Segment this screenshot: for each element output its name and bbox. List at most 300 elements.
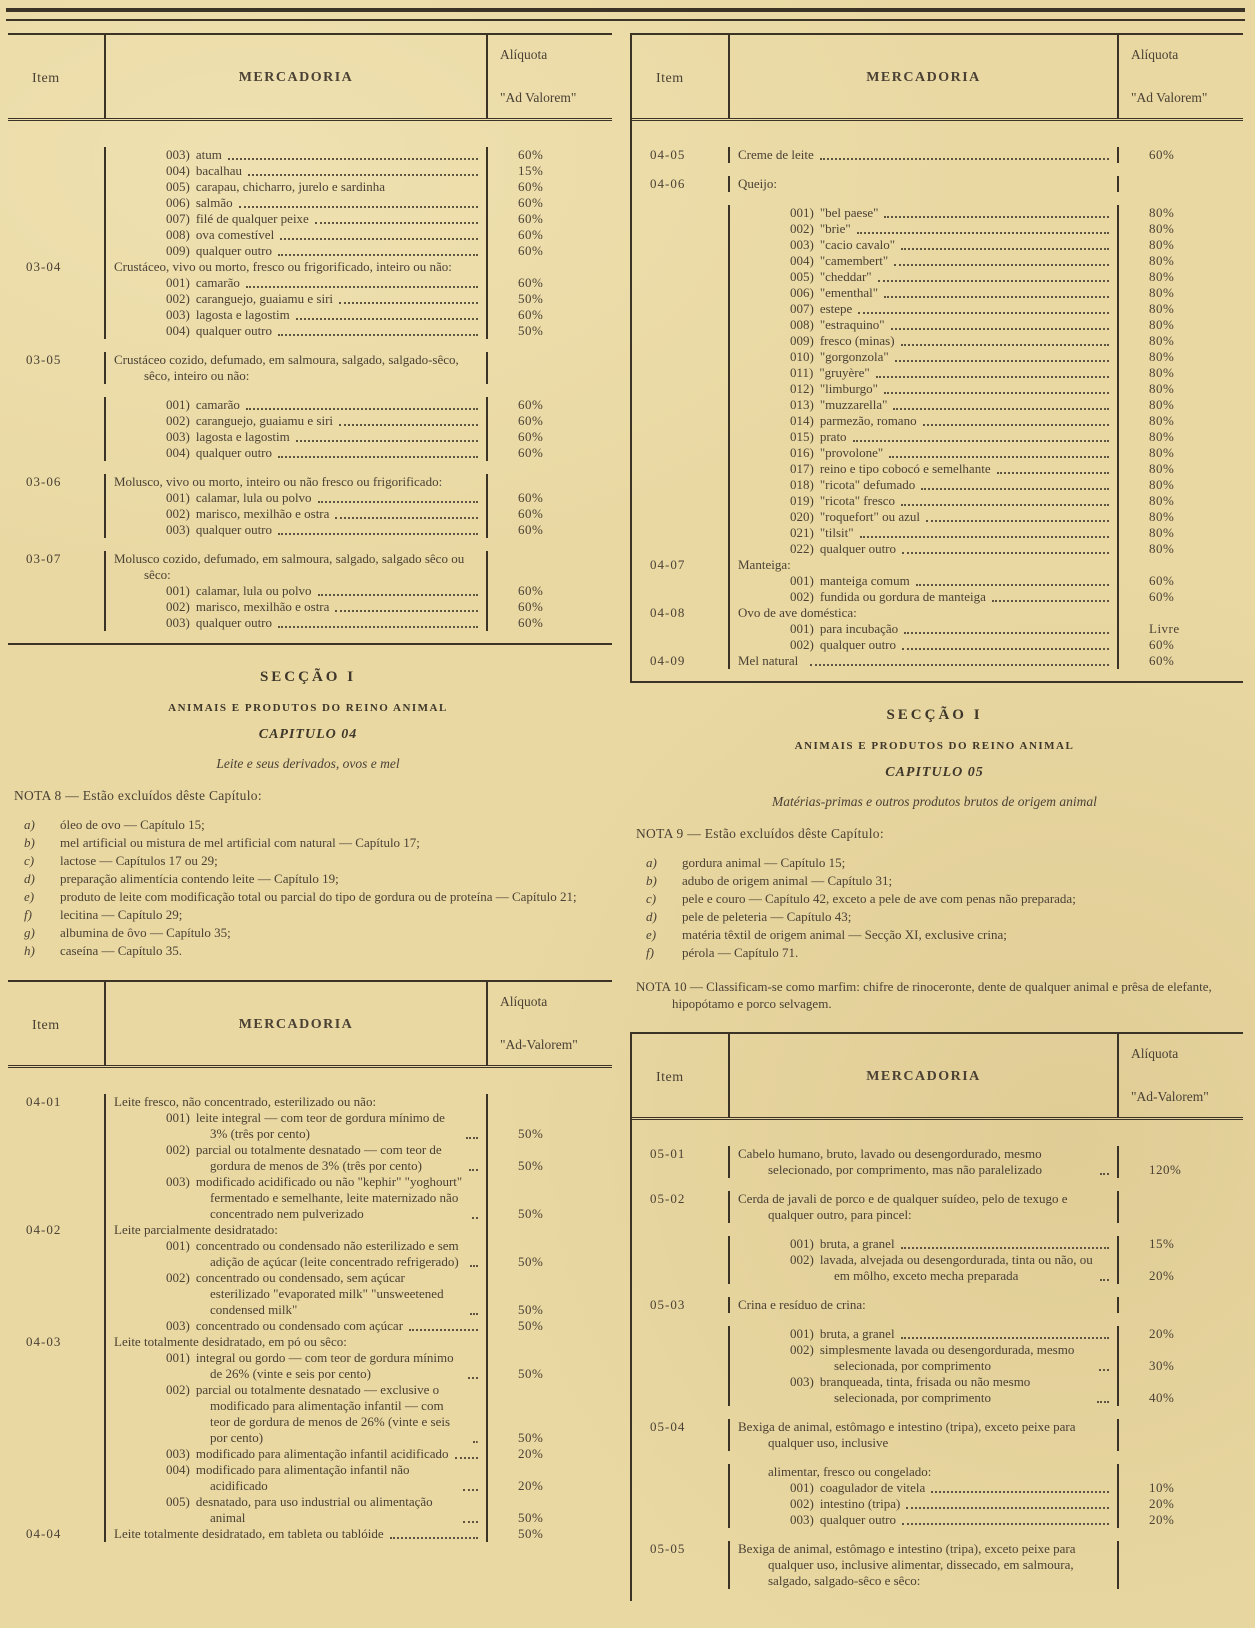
table-row — [8, 227, 612, 243]
mercadoria-cell — [104, 243, 488, 259]
aliquota-value: 60% — [518, 275, 544, 290]
note-item — [636, 944, 1233, 962]
aliquota-value: 80% — [1149, 397, 1175, 412]
description-text: marisco, mexilhão e ostra — [195, 599, 330, 614]
mercadoria-cell — [104, 1494, 488, 1526]
ad-valorem-label: "Ad Valorem" — [500, 90, 577, 105]
item-code — [8, 1350, 104, 1382]
mercadoria-text — [738, 1512, 896, 1528]
mercadoria-text — [738, 1374, 1091, 1406]
note-letter: d) — [24, 871, 35, 886]
mercadoria-text — [114, 413, 333, 429]
column-header-mercadoria: MERCADORIA — [728, 35, 1119, 118]
note-letter: a) — [646, 855, 657, 870]
mercadoria-text — [738, 349, 889, 365]
mercadoria-text — [738, 1236, 895, 1252]
dot-leader — [409, 1329, 478, 1331]
mercadoria-cell — [104, 1270, 488, 1318]
mercadoria-cell — [104, 1238, 488, 1270]
item-code — [8, 397, 104, 413]
note-item — [636, 908, 1233, 926]
note-text: caseína — Capítulo 35. — [60, 943, 183, 958]
mercadoria-text — [114, 551, 480, 583]
mercadoria-cell — [728, 1374, 1119, 1406]
table-row — [632, 573, 1243, 589]
mercadoria-cell — [104, 1110, 488, 1142]
description-text: calamar, lula ou polvo — [195, 490, 312, 505]
aliquota-value — [488, 1334, 612, 1350]
mercadoria-cell — [728, 333, 1119, 349]
aliquota-value — [1119, 1541, 1243, 1589]
note-item — [14, 888, 602, 906]
mercadoria-text — [738, 1297, 866, 1313]
dot-leader — [1100, 1173, 1109, 1175]
description-text: qualquer outro — [195, 445, 273, 460]
description-text: filé de qualquer peixe — [195, 211, 309, 226]
dot-leader — [1099, 1369, 1109, 1371]
aliquota-value: 80% — [1149, 445, 1175, 460]
section-subtitle: ANIMAIS E PRODUTOS DO REINO ANIMAL — [794, 740, 1075, 752]
description-text: desnatado, para uso industrial ou alimentação animal — [195, 1494, 433, 1525]
description-text: camarão — [195, 397, 240, 412]
section-heading-block-cap05 — [630, 683, 1243, 1032]
item-code: 05-01 — [650, 1146, 686, 1161]
table-row — [8, 1174, 612, 1222]
note-letter: e) — [646, 927, 657, 942]
dot-leader — [455, 1457, 478, 1459]
mercadoria-text — [114, 275, 240, 291]
item-code: 03-05 — [26, 352, 62, 367]
table-row — [632, 1146, 1243, 1178]
mercadoria-text — [114, 1526, 384, 1542]
item-code — [632, 285, 728, 301]
description-text: Manteiga: — [738, 557, 791, 572]
subitem-number: 001) — [166, 583, 190, 598]
item-code — [8, 599, 104, 615]
mercadoria-text — [738, 237, 895, 253]
dot-leader — [468, 1377, 478, 1379]
table-row — [632, 253, 1243, 269]
note-item — [14, 906, 602, 924]
table-row — [8, 490, 612, 506]
chapter-number: CAPITULO 04 — [258, 727, 358, 742]
mercadoria-cell — [728, 1297, 1119, 1313]
mercadoria-text — [114, 195, 233, 211]
mercadoria-text — [114, 599, 329, 615]
item-code — [8, 1238, 104, 1270]
item-code — [632, 333, 728, 349]
table-row — [8, 599, 612, 615]
table-body — [632, 1120, 1243, 1601]
subitem-number: 003) — [166, 522, 190, 537]
mercadoria-cell — [104, 522, 488, 538]
dot-leader — [1097, 1401, 1109, 1403]
table-row — [8, 1350, 612, 1382]
aliquota-value: 50% — [518, 1430, 544, 1445]
note-letter: b) — [24, 835, 35, 850]
dot-leader — [876, 376, 1109, 378]
subitem-number: 001) — [166, 1238, 190, 1253]
aliquota-value: 60% — [518, 413, 544, 428]
description-text: carapau, chicharro, jurelo e sardinha — [195, 179, 385, 194]
table-row — [632, 445, 1243, 461]
table-row — [8, 384, 612, 413]
aliquota-value: 50% — [518, 323, 544, 338]
item-code: 03-06 — [26, 474, 62, 489]
table-row — [632, 557, 1243, 573]
mercadoria-text — [738, 637, 896, 653]
note-text: matéria têxtil de origem animal — Secção XI, exclusive crina; — [682, 927, 1007, 942]
subitem-number: 001) — [166, 490, 190, 505]
note-text: produto de leite com modificação total ou parcial do tipo de gordura ou de proteína — Capítulo 21; — [60, 889, 577, 904]
aliquota-value — [488, 1094, 612, 1110]
description-text: qualquer outro — [195, 323, 273, 338]
item-code — [632, 397, 728, 413]
mercadoria-cell — [104, 1446, 488, 1462]
mercadoria-text — [738, 1342, 1093, 1374]
mercadoria-cell — [104, 323, 488, 339]
mercadoria-text — [738, 541, 896, 557]
description-text: modificado acidificado ou não "kephir" "yoghourt" fermentado e semelhante, leite maternizado não concentrado nem pulverizado — [195, 1174, 463, 1221]
mercadoria-text — [738, 589, 986, 605]
mercadoria-text — [738, 477, 915, 493]
aliquota-value: 20% — [1149, 1496, 1175, 1511]
aliquota-value: 80% — [1149, 317, 1175, 332]
mercadoria-cell — [104, 1094, 488, 1110]
page-top-rule — [6, 8, 1245, 21]
dot-leader — [246, 408, 478, 410]
item-code: 04-05 — [650, 147, 686, 162]
description-text: para incubação — [819, 621, 899, 636]
mercadoria-cell — [104, 397, 488, 413]
mercadoria-text — [738, 1496, 900, 1512]
nota-list — [14, 816, 602, 960]
mercadoria-text — [114, 1318, 403, 1334]
dot-leader — [296, 318, 478, 320]
mercadoria-text — [114, 1094, 376, 1110]
subitem-number: 004) — [790, 253, 814, 268]
table-row — [632, 1284, 1243, 1313]
item-code — [632, 1480, 728, 1496]
aliquota-value: 60% — [518, 397, 544, 412]
dot-leader — [931, 1491, 1109, 1493]
column-header-mercadoria: MERCADORIA — [104, 982, 488, 1065]
dot-leader — [470, 1313, 478, 1315]
item-code: 04-03 — [26, 1334, 62, 1349]
description-text: Mel natural — [738, 653, 799, 668]
dot-leader — [923, 424, 1109, 426]
dot-leader — [280, 238, 478, 240]
mercadoria-text — [738, 381, 878, 397]
dot-leader — [470, 1265, 478, 1267]
mercadoria-cell — [104, 1142, 488, 1174]
subitem-number: 008) — [166, 227, 190, 242]
aliquota-value: 60% — [518, 445, 544, 460]
mercadoria-text — [738, 1146, 1094, 1178]
item-code: 05-05 — [650, 1541, 686, 1556]
subitem-number: 016) — [790, 445, 814, 460]
dot-leader — [906, 1507, 1109, 1509]
description-text: concentrado ou condensado, sem açúcar esterilizado "evaporated milk" "unsweetened condensed milk" — [195, 1270, 444, 1317]
section-title: SECÇÃO I — [259, 669, 357, 685]
item-code — [8, 211, 104, 227]
mercadoria-text — [114, 397, 240, 413]
table-row — [8, 461, 612, 490]
aliquota-value — [488, 259, 612, 275]
item-code — [8, 1174, 104, 1222]
note-letter: c) — [646, 891, 657, 906]
mercadoria-cell — [104, 1174, 488, 1222]
item-code — [8, 445, 104, 461]
description-text: "ricota" fresco — [819, 493, 896, 508]
table-row — [632, 541, 1243, 557]
mercadoria-cell — [728, 1342, 1119, 1374]
table-row — [8, 538, 612, 583]
mercadoria-text — [738, 605, 857, 621]
description-text: Creme de leite — [738, 147, 814, 162]
mercadoria-cell — [104, 445, 488, 461]
description-text: prato — [819, 429, 847, 444]
tariff-table-04b — [630, 33, 1243, 683]
subitem-number: 001) — [790, 621, 814, 636]
subitem-number: 001) — [166, 275, 190, 290]
description-text: simplesmente lavada ou desengordurada, mesmo selecionada, por comprimento — [819, 1342, 1075, 1373]
item-code — [632, 349, 728, 365]
description-text: Cabelo humano, bruto, lavado ou desengordurado, mesmo selecionado, por comprimento, mas não paralelizado — [738, 1146, 1042, 1177]
subitem-number: 003) — [790, 1512, 814, 1527]
aliquota-value: 50% — [518, 1302, 544, 1317]
table-row — [8, 1334, 612, 1350]
item-code — [8, 1110, 104, 1142]
mercadoria-cell — [728, 269, 1119, 285]
subitem-number: 001) — [790, 1236, 814, 1251]
description-text: alimentar, fresco ou congelado: — [768, 1464, 932, 1479]
item-code: 05-02 — [650, 1191, 686, 1206]
mercadoria-text — [738, 621, 898, 637]
subitem-number: 005) — [166, 1494, 190, 1509]
description-text: Molusco, vivo ou morto, inteiro ou não fresco ou frigorificado: — [114, 474, 443, 489]
mercadoria-text — [114, 583, 312, 599]
mercadoria-cell — [728, 1191, 1119, 1223]
table-row — [632, 605, 1243, 621]
dot-leader — [318, 594, 478, 596]
item-code — [632, 237, 728, 253]
dot-leader — [472, 1217, 478, 1219]
subitem-number: 009) — [790, 333, 814, 348]
item-code — [8, 1382, 104, 1446]
mercadoria-text — [738, 557, 791, 573]
mercadoria-cell — [728, 1419, 1119, 1451]
description-text: concentrado ou condensado com açúcar — [195, 1318, 404, 1333]
aliquota-value: 60% — [518, 429, 544, 444]
description-text: fundida ou gordura de manteiga — [819, 589, 986, 604]
description-text: Queijo: — [738, 176, 777, 191]
item-code — [632, 1326, 728, 1342]
mercadoria-text — [738, 461, 991, 477]
description-text: "ementhal" — [819, 285, 879, 300]
mercadoria-cell — [104, 490, 488, 506]
subitem-number: 002) — [166, 1382, 190, 1397]
subitem-number: 001) — [790, 205, 814, 220]
subitem-number: 022) — [790, 541, 814, 556]
table-row — [632, 285, 1243, 301]
aliquota-value: 60% — [518, 179, 544, 194]
table-row — [632, 365, 1243, 381]
dot-leader — [894, 264, 1109, 266]
item-code — [8, 179, 104, 195]
mercadoria-cell — [104, 1318, 488, 1334]
table-row — [632, 301, 1243, 317]
aliquota-value: 80% — [1149, 205, 1175, 220]
description-text: salmão — [195, 195, 233, 210]
table-row — [8, 1318, 612, 1334]
description-text: marisco, mexilhão e ostra — [195, 506, 330, 521]
mercadoria-text — [114, 1350, 462, 1382]
mercadoria-cell — [728, 237, 1119, 253]
item-code — [8, 615, 104, 631]
mercadoria-text — [114, 1110, 460, 1142]
aliquota-value: 60% — [1149, 637, 1175, 652]
mercadoria-cell — [104, 474, 488, 490]
description-text: "camembert" — [819, 253, 889, 268]
aliquota-value: 10% — [1149, 1480, 1175, 1495]
item-code — [8, 583, 104, 599]
table-row — [8, 445, 612, 461]
mercadoria-cell — [104, 291, 488, 307]
table-row — [632, 589, 1243, 605]
subitem-number: 020) — [790, 509, 814, 524]
section-subtitle: ANIMAIS E PRODUTOS DO REINO ANIMAL — [168, 702, 448, 714]
note-text: lactose — Capítulos 17 ou 29; — [60, 853, 218, 868]
tariff-table-05 — [630, 1032, 1243, 1601]
tariff-table-04a — [8, 980, 612, 1554]
aliquota-value — [488, 474, 612, 490]
description-text: fresco (minas) — [819, 333, 895, 348]
tariff-table-03 — [8, 33, 612, 645]
item-code — [632, 1342, 728, 1374]
table-row — [8, 1110, 612, 1142]
description-text: caranguejo, guaiamu e siri — [195, 291, 334, 306]
mercadoria-text — [114, 147, 222, 163]
mercadoria-cell — [728, 413, 1119, 429]
item-code — [632, 1252, 728, 1284]
aliquota-value — [488, 352, 612, 384]
aliquota-value: 80% — [1149, 333, 1175, 348]
column-header-item: Item — [32, 71, 60, 86]
aliquota-value: 80% — [1149, 365, 1175, 380]
subitem-number: 002) — [166, 1142, 190, 1157]
mercadoria-cell — [728, 461, 1119, 477]
mercadoria-cell — [104, 195, 488, 211]
mercadoria-text — [114, 522, 272, 538]
description-text: branqueada, tinta, frisada ou não mesmo selecionada, por comprimento — [819, 1374, 1031, 1405]
description-text: lagosta e lagostim — [195, 307, 290, 322]
subitem-number: 012) — [790, 381, 814, 396]
description-text: "ricota" defumado — [819, 477, 916, 492]
mercadoria-text — [738, 573, 910, 589]
mercadoria-cell — [728, 381, 1119, 397]
aliquota-value: 60% — [1149, 653, 1175, 668]
table-row — [632, 509, 1243, 525]
note-letter: f) — [646, 945, 654, 960]
column-header-mercadoria: MERCADORIA — [104, 35, 488, 118]
dot-leader — [901, 1247, 1109, 1249]
mercadoria-cell — [104, 275, 488, 291]
note-text: gordura animal — Capítulo 15; — [682, 855, 846, 870]
table-row — [8, 1462, 612, 1494]
description-text: reino e tipo cobocó e semelhante — [819, 461, 991, 476]
subitem-number: 017) — [790, 461, 814, 476]
mercadoria-text — [114, 1270, 464, 1318]
item-code — [8, 1142, 104, 1174]
note-letter: d) — [646, 909, 657, 924]
mercadoria-cell — [728, 1496, 1119, 1512]
table-row — [632, 1342, 1243, 1374]
subitem-number: 007) — [790, 301, 814, 316]
mercadoria-cell — [728, 605, 1119, 621]
mercadoria-cell — [728, 301, 1119, 317]
table-row — [632, 429, 1243, 445]
mercadoria-text — [738, 653, 804, 669]
item-code: 03-04 — [26, 259, 62, 274]
subitem-number: 001) — [166, 1350, 190, 1365]
item-code — [632, 381, 728, 397]
item-code — [632, 269, 728, 285]
item-code — [632, 573, 728, 589]
description-text: Bexiga de animal, estômago e intestino (tripa), exceto peixe para qualquer uso, inclusive alimentar, dissecado, em salmoura, salgado, salgado-sêco e sêco: — [738, 1541, 1076, 1588]
mercadoria-cell — [104, 583, 488, 599]
item-code — [632, 445, 728, 461]
dot-leader — [901, 1337, 1109, 1339]
aliquota-value: 15% — [1149, 1236, 1175, 1251]
aliquota-value: 50% — [518, 1126, 544, 1141]
mercadoria-text — [114, 163, 242, 179]
note-letter: e) — [24, 889, 35, 904]
aliquota-value: 80% — [1149, 237, 1175, 252]
description-text: Leite fresco, não concentrado, esterilizado ou não: — [114, 1094, 377, 1109]
item-code — [8, 522, 104, 538]
note-item — [14, 924, 602, 942]
mercadoria-text — [738, 317, 885, 333]
column-header-item: Item — [656, 71, 684, 86]
description-text: Crustáceo, vivo ou morto, fresco ou frigorificado, inteiro ou não: — [114, 259, 452, 274]
description-text: modificado para alimentação infantil não acidificado — [195, 1462, 410, 1493]
subitem-number: 019) — [790, 493, 814, 508]
left-column — [8, 33, 612, 1554]
table-row — [632, 637, 1243, 653]
table-row — [632, 163, 1243, 192]
aliquota-value: 60% — [1149, 573, 1175, 588]
mercadoria-text — [738, 1419, 1111, 1451]
aliquota-value: 80% — [1149, 477, 1175, 492]
item-code: 04-06 — [650, 176, 686, 191]
mercadoria-cell — [728, 1464, 1119, 1480]
mercadoria-cell — [728, 285, 1119, 301]
aliquota-value: 50% — [518, 1158, 544, 1173]
description-text: caranguejo, guaiamu e siri — [195, 413, 334, 428]
mercadoria-cell — [728, 429, 1119, 445]
mercadoria-cell — [728, 509, 1119, 525]
dot-leader — [1100, 1279, 1109, 1281]
table-row — [632, 237, 1243, 253]
aliquota-value: Livre — [1149, 621, 1180, 636]
dot-leader — [469, 1169, 478, 1171]
aliquota-value — [1119, 605, 1243, 621]
table-row — [632, 381, 1243, 397]
note-item — [14, 816, 602, 834]
description-text: "bel paese" — [819, 205, 879, 220]
two-column-layout — [6, 21, 1247, 1601]
